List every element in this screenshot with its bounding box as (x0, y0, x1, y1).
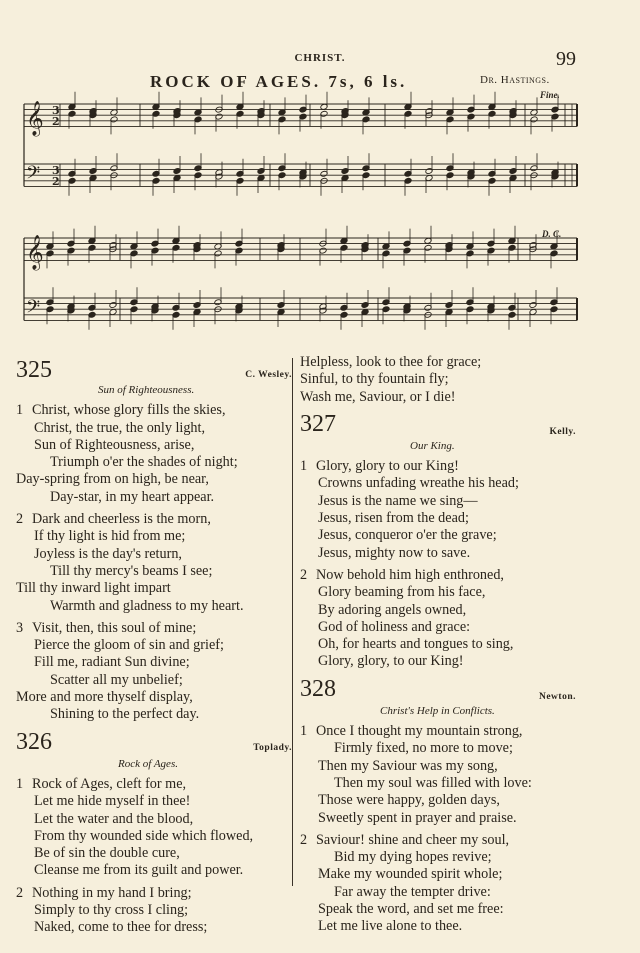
verse-line: Let the water and the blood, (34, 810, 194, 827)
svg-text:2: 2 (52, 115, 60, 128)
verse-line: Then my soul was filled with love: (334, 774, 532, 791)
hymn-326-verses (16, 776, 292, 937)
hymn-number-326: 326 (16, 728, 52, 755)
verse-line: 1 Glory, glory to our King! (300, 458, 459, 475)
verse-number: 1 (300, 723, 308, 740)
verse-line: Those were happy, golden days, (318, 792, 500, 809)
verse-line: Far away the tempter drive: (334, 883, 491, 900)
svg-text:3: 3 (52, 104, 60, 117)
verse-line: From thy wounded side which flowed, (34, 827, 254, 844)
svg-text:𝄢: 𝄢 (26, 163, 41, 188)
verse-line: Joyless is the day's return, (34, 545, 182, 562)
hymn-number-327: 327 (300, 410, 336, 437)
hymn-326-continued (300, 354, 576, 406)
verse-line: Jesus is the name we sing— (318, 492, 478, 509)
verse-line: 2 Saviour! shine and cheer my soul, (300, 831, 510, 848)
verse-line: Be of sin the double cure, (34, 845, 180, 862)
svg-text:𝄞: 𝄞 (26, 101, 44, 136)
verse-line: 1 Once I thought my mountain strong, (300, 723, 523, 740)
verse-line: Sweetly spent in prayer and praise. (318, 809, 517, 826)
verse-line: Jesus, mighty now to save. (318, 544, 471, 561)
hymn-author-327: Kelly. (549, 426, 576, 437)
hymn-subtitle-328: Christ's Help in Conflicts. (380, 704, 495, 717)
verse-line: Make my wounded spirit whole; (318, 866, 503, 883)
hymn-author-328: Newton. (538, 691, 576, 702)
verse-number: 2 (300, 831, 308, 848)
verse-line: More and more thyself display, (16, 689, 193, 706)
verse-line: Triumph o'er the shades of night; (50, 454, 238, 471)
verse-line: Shining to the perfect day. (50, 706, 200, 723)
svg-text:2: 2 (52, 175, 60, 188)
verse-line: 2 Nothing in my hand I bring; (16, 884, 192, 901)
verse-line: Let me hide myself in thee! (34, 793, 191, 810)
verse-number: 2 (16, 511, 24, 528)
hymn-author-326: Toplady. (253, 742, 292, 753)
verse-line: Christ, the true, the only light, (34, 419, 206, 436)
verse-line: Jesus, risen from the dead; (318, 510, 469, 527)
fine-mark: Fine. (540, 90, 560, 100)
verse-line: Pierce the gloom of sin and grief; (34, 637, 224, 654)
verse-line: Glory beaming from his face, (318, 584, 486, 601)
verse-line: Jesus, conqueror o'er the grave; (318, 527, 497, 544)
verse-line: Till thy inward light impart (16, 580, 171, 597)
verse-number: 1 (16, 775, 24, 792)
tune-composer: Dr. Hastings. (480, 74, 550, 86)
column-divider (292, 358, 293, 886)
hymn-author-325: C. Wesley. (245, 370, 292, 380)
hymn-328-verses (300, 723, 576, 936)
verse-line: Sinful, to thy fountain fly; (300, 371, 449, 388)
hymn-subtitle-325: Sun of Righteousness. (98, 384, 195, 396)
page-number: 99 (556, 48, 576, 70)
tune-title: ROCK OF AGES. 7s, 6 ls. (150, 72, 408, 91)
verse-line: Fill me, radiant Sun divine; (34, 654, 190, 671)
verse-line: Cleanse me from its guilt and power. (34, 862, 244, 879)
verse-line: If thy light is hid from me; (34, 528, 186, 545)
verse-line: By adoring angels owned, (318, 601, 467, 618)
verse-line: Day-spring from on high, be near, (16, 471, 209, 488)
verse-line: Crowns unfading wreathe his head; (318, 475, 519, 492)
verse-line: Speak the word, and set me free: (318, 901, 504, 918)
verse-line: 3 Visit, then, this soul of mine; (16, 619, 197, 636)
verse-line: Oh, for hearts and tongues to sing, (318, 636, 514, 653)
right-column (300, 354, 576, 936)
hymn-subtitle-326: Rock of Ages. (118, 757, 178, 770)
verse-line: Helpless, look to thee for grace; (300, 354, 482, 370)
running-header: CHRIST. (294, 52, 346, 64)
verse-line: Till thy mercy's beams I see; (50, 562, 213, 579)
hymn-number-325: 325 (16, 357, 52, 383)
hymn-subtitle-327: Our King. (410, 439, 455, 452)
verse-line: Sun of Righteousness, arise, (34, 436, 195, 453)
verse-number: 2 (300, 566, 308, 583)
verse-line: Wash me, Saviour, or I die! (300, 388, 456, 405)
verse-line: Naked, come to thee for dress; (34, 919, 208, 936)
verse-line: 1 Christ, whose glory fills the skies, (16, 402, 226, 419)
verse-number: 2 (16, 884, 24, 901)
svg-text:𝄞: 𝄞 (26, 235, 44, 270)
hymn-325-verses (16, 402, 292, 723)
hymn-327-verses (300, 458, 576, 671)
hymn-number-328: 328 (300, 675, 336, 702)
svg-text:3: 3 (52, 164, 60, 177)
verse-line: God of holiness and grace: (318, 618, 471, 635)
svg-text:𝄢: 𝄢 (26, 297, 41, 322)
verse-line: 2 Dark and cheerless is the morn, (16, 511, 211, 528)
verse-line: Scatter all my unbelief; (50, 671, 183, 688)
verse-line: Warmth and gladness to my heart. (50, 597, 244, 614)
verse-line: Bid my dying hopes revive; (334, 849, 492, 866)
verse-line: Day-star, in my heart appear. (50, 488, 215, 505)
verse-number: 3 (16, 619, 24, 636)
verse-line: 2 Now behold him high enthroned, (300, 566, 504, 583)
verse-line: Then my Saviour was my song, (318, 757, 498, 774)
verse-line: Glory, glory, to our King! (318, 653, 464, 670)
verse-line: Firmly fixed, no more to move; (334, 740, 513, 757)
verse-line: Simply to thy cross I cling; (34, 902, 189, 919)
verse-number: 1 (300, 458, 308, 475)
music-score (0, 0, 640, 345)
verse-line: 1 Rock of Ages, cleft for me, (16, 775, 187, 792)
dc-mark: D. C. (542, 229, 562, 239)
verse-number: 1 (16, 402, 24, 419)
verse-line: Let me live alone to thee. (318, 918, 463, 935)
left-column (16, 358, 292, 937)
